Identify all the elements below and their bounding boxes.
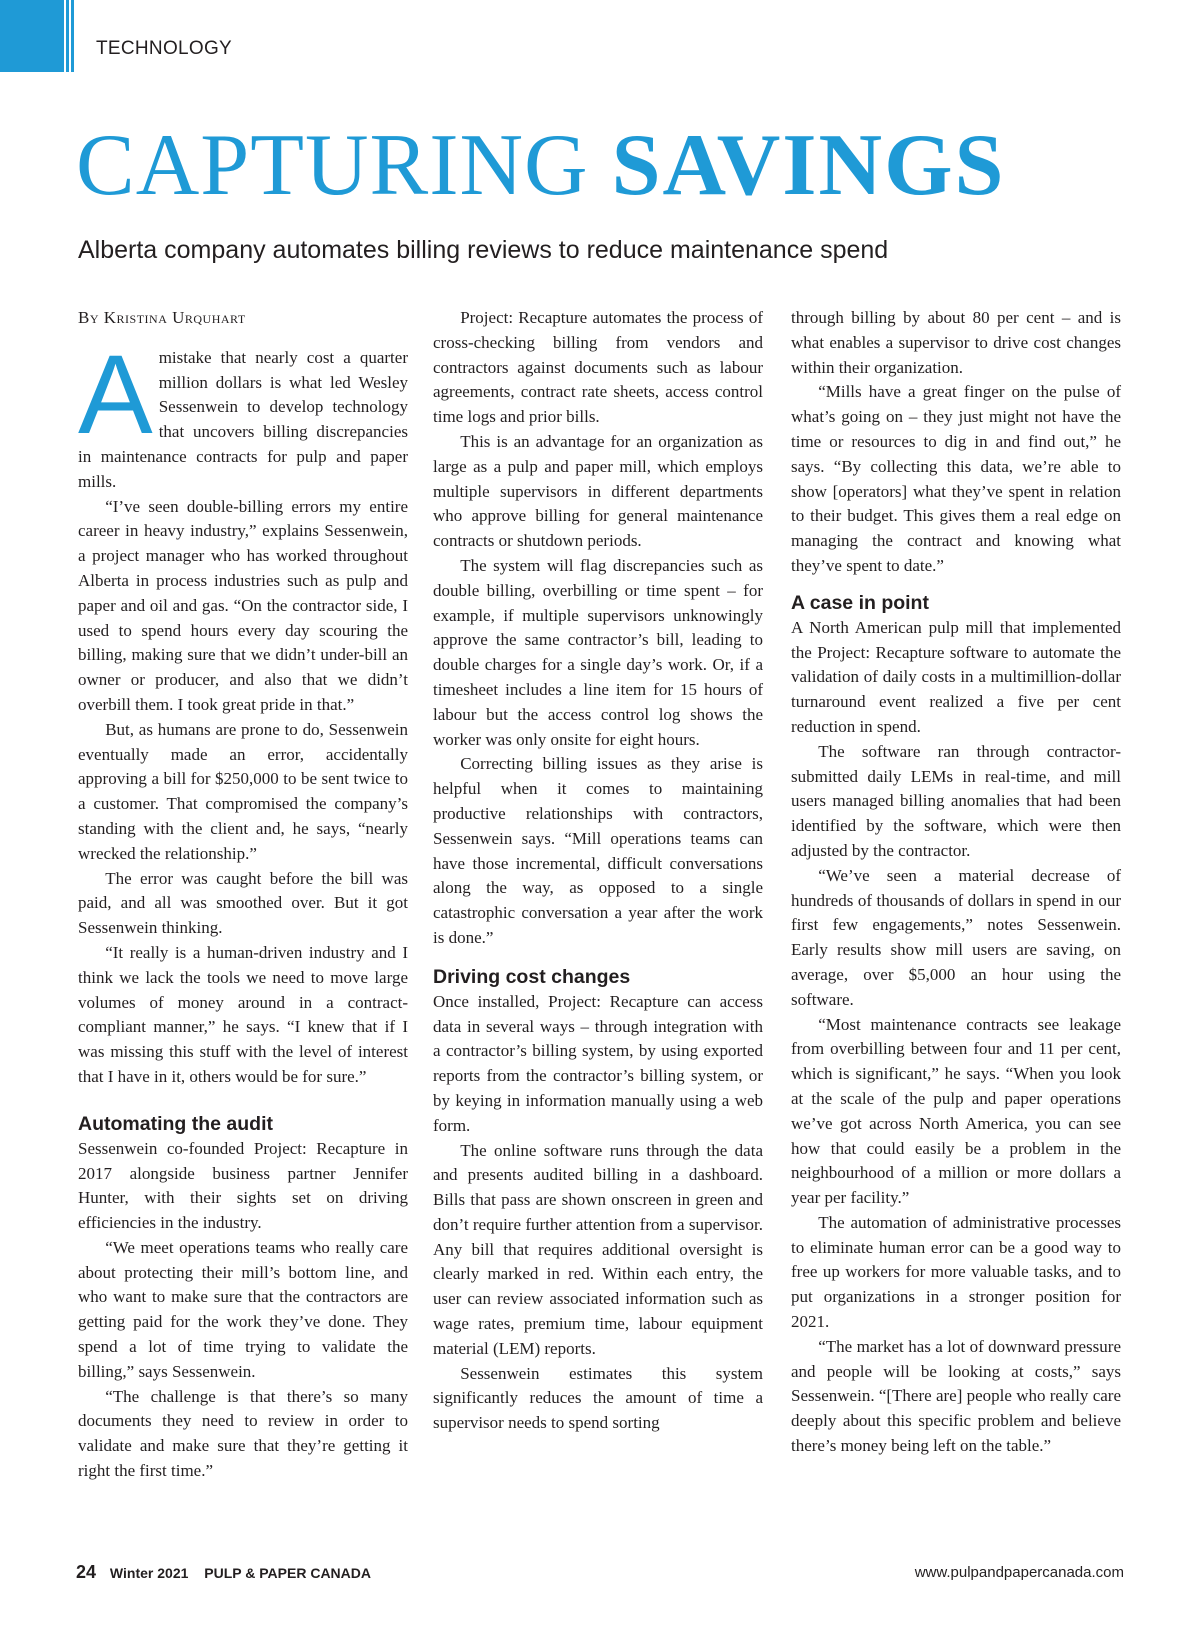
- header-stripe: [66, 0, 69, 72]
- article-paragraph: Project: Recapture automates the process of cross-checking billing from vendors and contractors against documents such as labour agreements, contract rate sheets, access control time logs and prior bills.: [433, 308, 763, 427]
- article-paragraph: The software ran through contractor-submitted daily LEMs in real-time, and mill users managed billing anomalies that had been identified by the software, which were then adjusted by the contractor.: [791, 741, 1121, 860]
- paragraph-text: mistake that nearly cost a quarter million dollars is what led Wesley Sessenwein to develop technology that uncovers billing discrepancies in maintenance contracts for pulp and paper mills.: [78, 347, 408, 491]
- article-column-2: [433, 306, 763, 1436]
- issue-date: Winter 2021: [109, 1565, 189, 1581]
- article-paragraph: The online software runs through the data and presents audited billing in a dashboard. Bills that pass are shown onscreen in green and don’t require further attention from a supervisor. Any bill that requires additional oversight is clearly marked in red. Within each entry, the user can review associated information such as wage rates, premium time, labour equipment material (LEM) reports.: [433, 1140, 763, 1358]
- subheadline: Alberta company automates billing reviews to reduce maintenance spend: [78, 236, 889, 264]
- headline: [76, 117, 1006, 214]
- article-paragraph: The system will flag discrepancies such as double billing, overbilling or time spent – for example, if multiple supervisors unknowingly approve the same contractor’s bill, leading to double charges for a single day’s work. Or, if a timesheet includes a line item for 15 hours of labour but the access control log shows the worker was only onsite for eight hours.: [433, 555, 763, 749]
- section-heading: A case in point: [791, 591, 929, 614]
- article-paragraph: Sessenwein co-founded Project: Recapture in 2017 alongside business partner Jennifer Hunter, with their sights set on driving efficiencies in the industry.: [78, 1138, 408, 1233]
- article-paragraph: The automation of administrative processes to eliminate human error can be a good way to free up workers for more valuable tasks, and to put organizations in a stronger position for 2021.: [791, 1212, 1121, 1332]
- website-link[interactable]: www.pulpandpapercanada.com: [914, 1564, 1124, 1581]
- article-paragraph: [78, 331, 408, 495]
- article-paragraph: “I’ve seen double-billing errors my entire career in heavy industry,” explains Sessenwein, a project manager who has worked throughout Alberta in process industries such as pulp and paper and oil and gas. “On the contractor side, I used to spend hours every day scouring the billing, making sure that we didn’t under-bill an owner or producer, and also that we didn’t overbill them. I took great pride in that.”: [78, 496, 408, 714]
- footer-left: [76, 1562, 371, 1583]
- article-paragraph: “We meet operations teams who really care about protecting their mill’s bottom line, and who want to make sure that the contractors are getting paid for the work they’ve done. They spend a lot of time trying to validate the billing,” says Sessenwein.: [78, 1237, 408, 1381]
- article-column-1: [78, 306, 408, 1484]
- article-paragraph: The error was caught before the bill was paid, and all was smoothed over. But it got Sessenwein thinking.: [78, 868, 408, 938]
- publication-name: PULP & PAPER CANADA: [204, 1565, 372, 1581]
- article-paragraph: “We’ve seen a material decrease of hundreds of thousands of dollars in spend in our first few engagements,” notes Sessenwein. Early results show mill users are saving, on average, over $5,000 an hour using the software.: [791, 865, 1121, 1009]
- article-paragraph: “Mills have a great finger on the pulse of what’s going on – they just might not have the time or resources to dig in and find out,” he says. “By collecting this data, we’re able to show [operators] what they’ve spent in relation to their budget. This gives them a real edge on managing the contract and knowing what they’ve spent to date.”: [791, 382, 1121, 575]
- article-column-3: [791, 306, 1121, 1459]
- article-paragraph: “Most maintenance contracts see leakage from overbilling between four and 11 per cent, which is significant,” he says. “When you look at the scale of the pulp and paper operations we’ve got across North America, you can see how that could easily be a problem in the neighbourhood of a million or more dollars a year per facility.”: [791, 1014, 1121, 1208]
- article-paragraph: A North American pulp mill that implemented the Project: Recapture software to automate the validation of daily costs in a multimillion-dollar turnaround event realized a five per cent reduction in spend.: [791, 617, 1121, 736]
- article-paragraph: But, as humans are prone to do, Sessenwein eventually made an error, accidentally approving a bill for $250,000 to be sent twice to a customer. That compromised the company’s standing with the client and, he says, “nearly wrecked the relationship.”: [78, 719, 408, 863]
- headline-bold: SAVINGS: [611, 117, 1006, 214]
- article-paragraph: Sessenwein estimates this system significantly reduces the amount of time a supervisor needs to spend sorting: [433, 1363, 763, 1433]
- article-paragraph: “It really is a human-driven industry and I think we lack the tools we need to move large volumes of money around in a contract-compliant manner,” he says. “I knew that if I was missing this stuff with the level of interest that I have in it, others would be for sure.”: [78, 942, 408, 1086]
- article-paragraph: Correcting billing issues as they arise is helpful when it comes to maintaining productive relationships with contractors, Sessenwein says. “Mill operations teams can have those incremental, difficult conversations along the way, as opposed to a single catastrophic conversation a year after the work is done.”: [433, 754, 763, 947]
- article-paragraph: “The market has a lot of downward pressure and people will be looking at costs,” says Sessenwein. “[There are] people who really care deeply about this specific problem and believe there’s money being left on the table.”: [791, 1336, 1121, 1456]
- byline: By Kristina Urquhart: [78, 308, 246, 327]
- drop-cap: A: [78, 331, 153, 457]
- article-paragraph: “The challenge is that there’s so many documents they need to review in order to validate and make sure that they’re getting it right the first time.”: [78, 1386, 408, 1481]
- article-paragraph: This is an advantage for an organization as large as a pulp and paper mill, which employs multiple supervisors in different departments who approve billing for general maintenance contracts or shutdown periods.: [433, 431, 763, 551]
- headline-light: CAPTURING: [76, 117, 589, 214]
- header-stripe: [71, 0, 74, 72]
- header-color-block: [0, 0, 64, 72]
- article-paragraph: Once installed, Project: Recapture can access data in several ways – through integration with a contractor’s billing system, by using exported reports from the contractor’s billing system, or by keying in information manually using a web form.: [433, 991, 763, 1135]
- section-heading: Driving cost changes: [433, 965, 631, 988]
- section-heading: Automating the audit: [78, 1112, 273, 1135]
- article-paragraph: through billing by about 80 per cent – and is what enables a supervisor to drive cost changes within their organization.: [791, 308, 1121, 377]
- page-number: 24: [76, 1562, 97, 1582]
- section-label: TECHNOLOGY: [96, 38, 233, 59]
